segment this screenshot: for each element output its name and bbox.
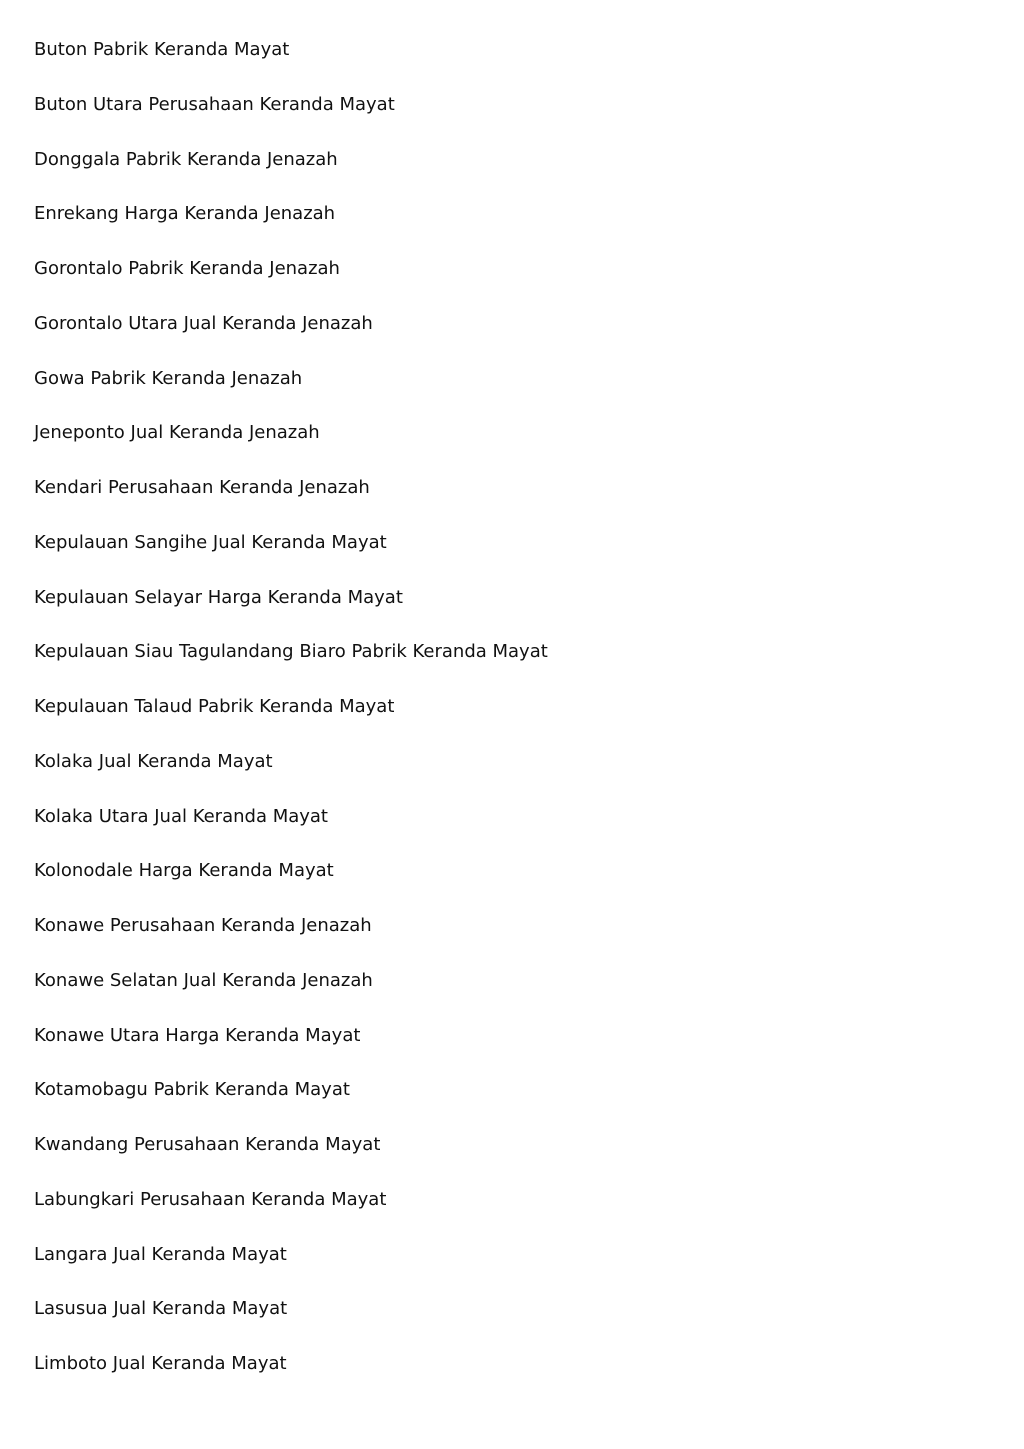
list-item: Gorontalo Pabrik Keranda Jenazah [34, 258, 340, 279]
list-item: Enrekang Harga Keranda Jenazah [34, 203, 336, 225]
list-item: Langara Jual Keranda Mayat [34, 1243, 287, 1265]
list-item: Kepulauan Talaud Pabrik Keranda Mayat [34, 696, 395, 717]
list-item: Limboto Jual Keranda Mayat [34, 1353, 287, 1374]
list-item: Donggala Pabrik Keranda Jenazah [34, 148, 338, 170]
list-item: Kendari Perusahaan Keranda Jenazah [34, 477, 370, 498]
list-item: Kotamobagu Pabrik Keranda Mayat [34, 1079, 350, 1101]
list-item: Konawe Utara Harga Keranda Mayat [34, 1024, 361, 1046]
list-item: Buton Utara Perusahaan Keranda Mayat [34, 93, 395, 115]
list-item: Kepulauan Sangihe Jual Keranda Mayat [34, 531, 387, 553]
list-item: Jeneponto Jual Keranda Jenazah [34, 422, 320, 444]
list-item: Lasusua Jual Keranda Mayat [34, 1298, 288, 1320]
list-item: Kepulauan Siau Tagulandang Biaro Pabrik Keranda Mayat [34, 641, 548, 663]
list-item: Kolonodale Harga Keranda Mayat [34, 860, 334, 882]
list-item: Kolaka Jual Keranda Mayat [34, 750, 273, 772]
list-item: Buton Pabrik Keranda Mayat [34, 39, 290, 60]
list-item: Konawe Perusahaan Keranda Jenazah [34, 915, 372, 936]
list-item: Kolaka Utara Jual Keranda Mayat [34, 805, 328, 827]
list-item: Kwandang Perusahaan Keranda Mayat [34, 1134, 381, 1155]
list-item: Konawe Selatan Jual Keranda Jenazah [34, 969, 373, 991]
list-item: Labungkari Perusahaan Keranda Mayat [34, 1188, 387, 1210]
list-item: Gowa Pabrik Keranda Jenazah [34, 367, 303, 389]
list-item: Gorontalo Utara Jual Keranda Jenazah [34, 312, 373, 334]
keyword-list [34, 36, 984, 1405]
list-item: Kepulauan Selayar Harga Keranda Mayat [34, 586, 403, 608]
